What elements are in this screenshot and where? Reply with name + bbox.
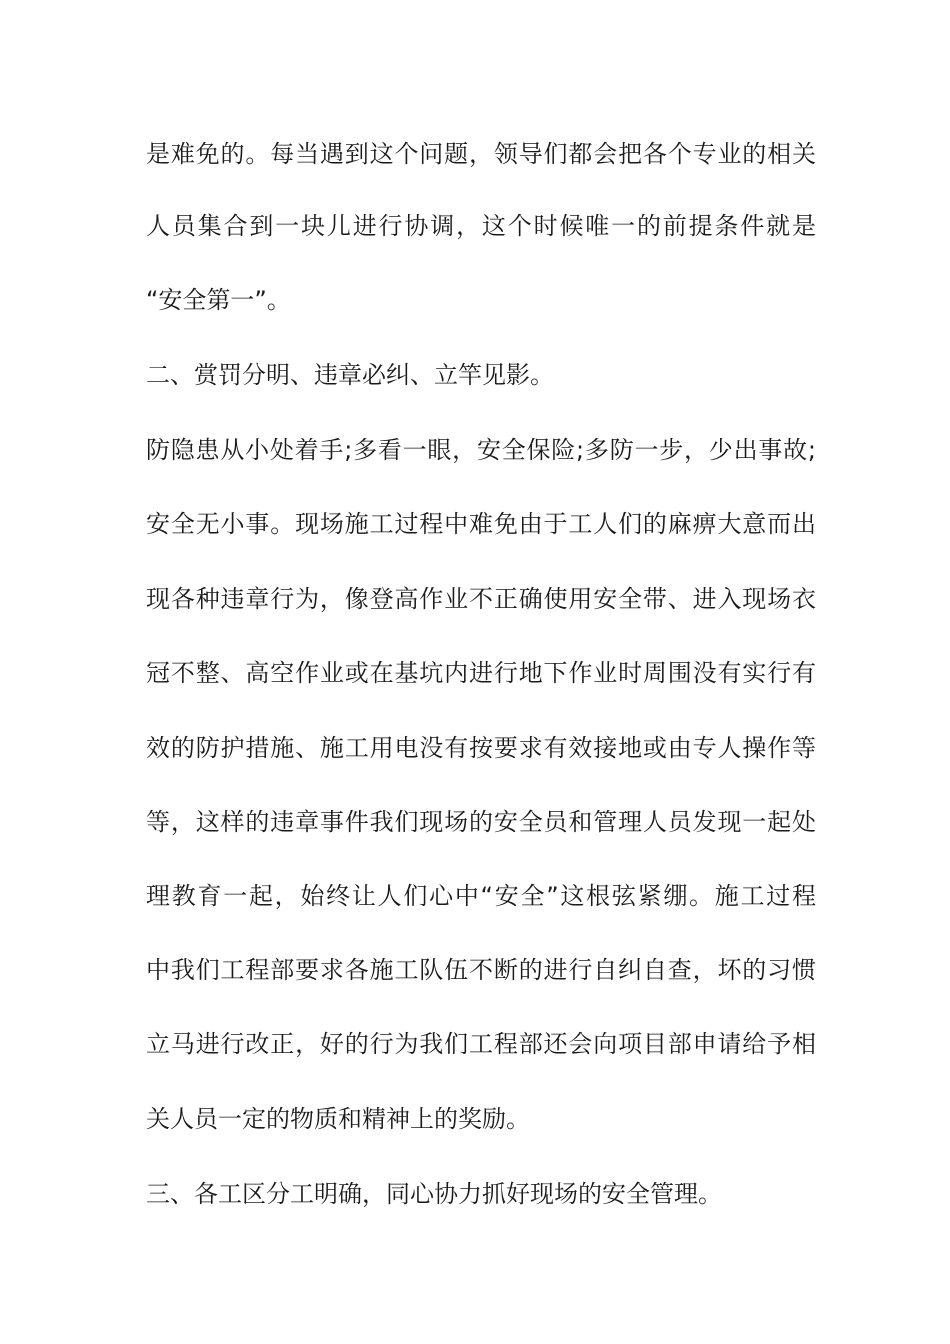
paragraph-line: 效的防护措施、施工用电没有按要求有效接地或由专人操作等: [146, 734, 816, 762]
paragraph-line: 防隐患从小处着手;多看一眼，安全保险;多防一步，少出事故;: [146, 436, 816, 464]
paragraph-line: 关人员一定的物质和精神上的奖励。: [146, 1105, 530, 1133]
paragraph-line: 安全无小事。现场施工过程中难免由于工人们的麻痹大意而出: [146, 510, 816, 538]
paragraph-line: 理教育一起，始终让人们心中“安全”这根弦紧绷。施工过程: [146, 882, 816, 910]
paragraph-line: 等，这样的违章事件我们现场的安全员和管理人员发现一起处: [146, 808, 816, 836]
paragraph-line: 中我们工程部要求各施工队伍不断的进行自纠自查，坏的习惯: [146, 956, 816, 984]
paragraph-line: 现各种违章行为，像登高作业不正确使用安全带、进入现场衣: [146, 585, 816, 613]
section-heading: 二、赏罚分明、违章必纠、立竿见影。: [146, 361, 554, 389]
paragraph-line: 是难免的。每当遇到这个问题，领导们都会把各个专业的相关: [146, 140, 816, 168]
paragraph-line: 人员集合到一块儿进行协调，这个时候唯一的前提条件就是: [146, 212, 816, 240]
paragraph-line: 冠不整、高空作业或在基坑内进行地下作业时周围没有实行有: [146, 659, 816, 687]
paragraph-line: “安全第一”。: [146, 286, 291, 314]
section-heading: 三、各工区分工明确，同心协力抓好现场的安全管理。: [146, 1180, 722, 1208]
paragraph-line: 立马进行改正，好的行为我们工程部还会向项目部申请给予相: [146, 1030, 816, 1058]
